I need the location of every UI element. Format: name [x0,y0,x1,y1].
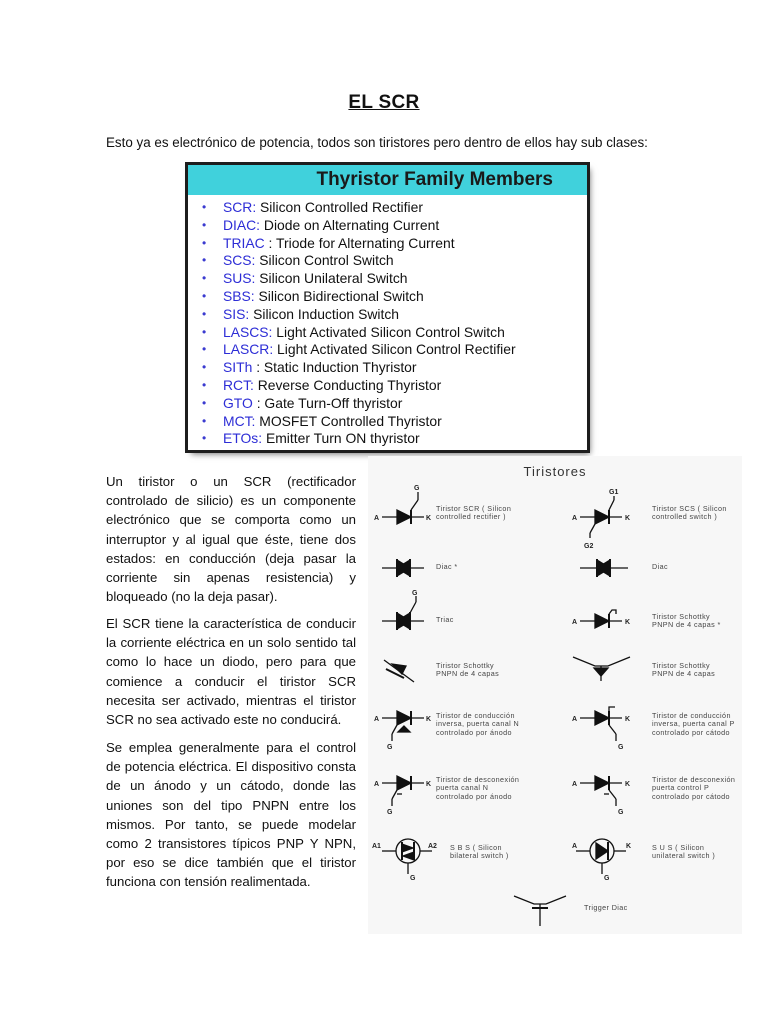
svg-text:A: A [572,716,578,723]
paragraph-usage: Se emplea generalmente para el control de potencia eléctrica. El dispositivo consta de un ánodo y un cátodo, donde las uniones son del tipo PNPN entre los mismos. Por tanto, se puede modelar como 2 transistores típicos PNP Y NPN, por eso se dice también que el tiristor funciona con tensión realimentada. [106,740,356,890]
sus-symbol-icon [576,839,626,874]
svg-text:A: A [374,515,380,522]
bullet-icon: • [202,360,207,375]
svg-text:G: G [412,590,418,597]
svg-text:G: G [618,809,624,816]
bullet-icon: • [202,253,207,268]
svg-text:G: G [410,875,416,882]
svg-text:G2: G2 [584,543,594,550]
page-title: EL SCR [348,92,420,113]
svg-text:K: K [625,619,631,626]
label-sus: S U S ( Silicon unilateral switch ) [652,843,716,861]
symbols-canvas [368,456,742,934]
svg-text:A: A [572,619,578,626]
label-triac: Triac [436,615,454,624]
label-schottky-2: Tiristor Schottky PNPN de 4 capas [436,661,500,679]
svg-text:A2: A2 [428,843,437,850]
intro-text: Esto ya es electrónico de potencia, todos son tiristores pero dentro de ellos hay sub clases: [106,135,648,150]
family-item: • SBS: Silicon Bidirectional Switch [202,287,424,304]
pin-letters [372,485,631,882]
bullet-icon: • [202,377,207,392]
svg-text:K: K [426,716,432,723]
reverse-conducting-p-symbol-icon [580,707,622,741]
family-item: • SUS: Silicon Unilateral Switch [202,270,408,287]
sbs-symbol-icon [382,839,432,874]
svg-text:K: K [625,515,631,522]
svg-text:A: A [572,781,578,788]
bullet-icon: • [202,271,207,286]
paragraph-definition: Un tiristor o un SCR (rectificador controlado de silicio) es un componente electrónico que se comporta como un interruptor y al igual que éste, tiene dos estados: en conducción (deja pasar la corriente sin apenas resistencia) y bloqueado (no la deja pasar). [106,474,356,605]
label-scs: Tiristor SCS ( Silicon controlled switch ) [652,504,727,522]
trigger-diac-symbol-icon [514,896,566,926]
family-item: • SCR: Silicon Controlled Rectifier [202,199,423,215]
diagram-title: Tiristores [523,464,587,479]
family-item: • SITh : Static Induction Thyristor [202,359,417,376]
svg-text:G1: G1 [609,489,619,496]
label-sbs: S B S ( Silicon bilateral switch ) [450,843,509,861]
svg-text:G: G [618,744,624,751]
family-item: • SIS: Silicon Induction Switch [202,305,400,322]
family-item: • RCT: Reverse Conducting Thyristor [202,376,442,393]
bullet-icon: • [202,324,207,339]
family-item: • ETOs: Emitter Turn ON thyristor [202,430,420,447]
family-item: • GTO : Gate Turn-Off thyristor [202,394,403,411]
label-diac: Diac * [436,562,458,571]
label-scr: Tiristor SCR ( Silicon controlled rectifier ) [436,504,512,522]
family-item: • DIAC: Diode on Alternating Current [202,216,440,233]
bullet-icon: • [202,342,207,357]
svg-text:A: A [572,515,578,522]
label-gto-n: Tiristor de desconexión puerta canal N controlado por ánodo [436,775,520,801]
bullet-icon: • [202,288,207,303]
label-reverse-n: Tiristor de conducción inversa, puerta canal N controlado por ánodo [436,711,520,737]
label-reverse-p: Tiristor de conducción inversa, puerta canal P controlado por cátodo [652,711,735,737]
svg-text:A: A [374,716,380,723]
thyristor-symbols-diagram [368,456,742,934]
svg-text:A: A [374,781,380,788]
svg-text:K: K [625,781,631,788]
family-header: Thyristor Family Members [188,165,587,195]
label-diac-alt: Diac [652,562,668,571]
svg-text:K: K [426,781,432,788]
family-item: • LASCS: Light Activated Silicon Control Switch [202,323,505,340]
label-trigger-diac: Trigger Diac [584,903,628,912]
gto-n-symbol-icon [382,776,424,806]
reverse-conducting-n-symbol-icon [382,711,424,741]
svg-text:A: A [572,843,578,850]
bullet-icon: • [202,217,207,232]
bullet-icon: • [202,235,207,250]
triac-symbol-icon [382,596,424,630]
schottky-transistor-symbol-icon [573,657,630,681]
family-item: • TRIAC : Triode for Alternating Current [202,234,455,251]
diac-symbol-icon [382,559,424,577]
svg-text:K: K [626,843,632,850]
label-schottky-1: Tiristor Schottky PNPN de 4 capas * [652,612,721,630]
bullet-icon: • [202,395,207,410]
bullet-icon: • [202,200,207,214]
paragraph-behavior: El SCR tiene la característica de conducir la corriente eléctrica en un solo sentido tal como lo hace un diodo, pero para que comience a conducir el tiristor SCR necesita ser activado, mientras el tiristor SCR no sea activado este no conducirá. [106,616,356,728]
family-item: • MCT: MOSFET Controlled Thyristor [202,412,442,429]
label-schottky-3: Tiristor Schottky PNPN de 4 capas [652,661,716,679]
svg-text:K: K [625,716,631,723]
scs-symbol-icon [580,496,622,538]
svg-text:G: G [387,809,393,816]
svg-text:G: G [604,875,610,882]
svg-text:K: K [426,515,432,522]
bullet-icon: • [202,413,207,428]
svg-text:G: G [414,485,420,492]
svg-text:A1: A1 [372,843,381,850]
family-list [188,195,587,448]
diac-alt-symbol-icon [580,559,628,577]
svg-text:G: G [387,744,393,751]
schottky-tilted-symbol-icon [384,660,414,682]
schottky-4layer-symbol-icon [580,610,622,628]
bullet-icon: • [202,431,207,446]
label-gto-p: Tiristor de desconexión puerta control P controlado por cátodo [652,775,736,801]
gto-p-symbol-icon [580,776,622,806]
family-item: • SCS: Silicon Control Switch [202,252,394,269]
bullet-icon: • [202,306,207,321]
scr-symbol-icon [382,492,424,524]
thyristor-family-box [188,165,587,450]
family-item: • LASCR: Light Activated Silicon Control Rectifier [202,341,516,358]
